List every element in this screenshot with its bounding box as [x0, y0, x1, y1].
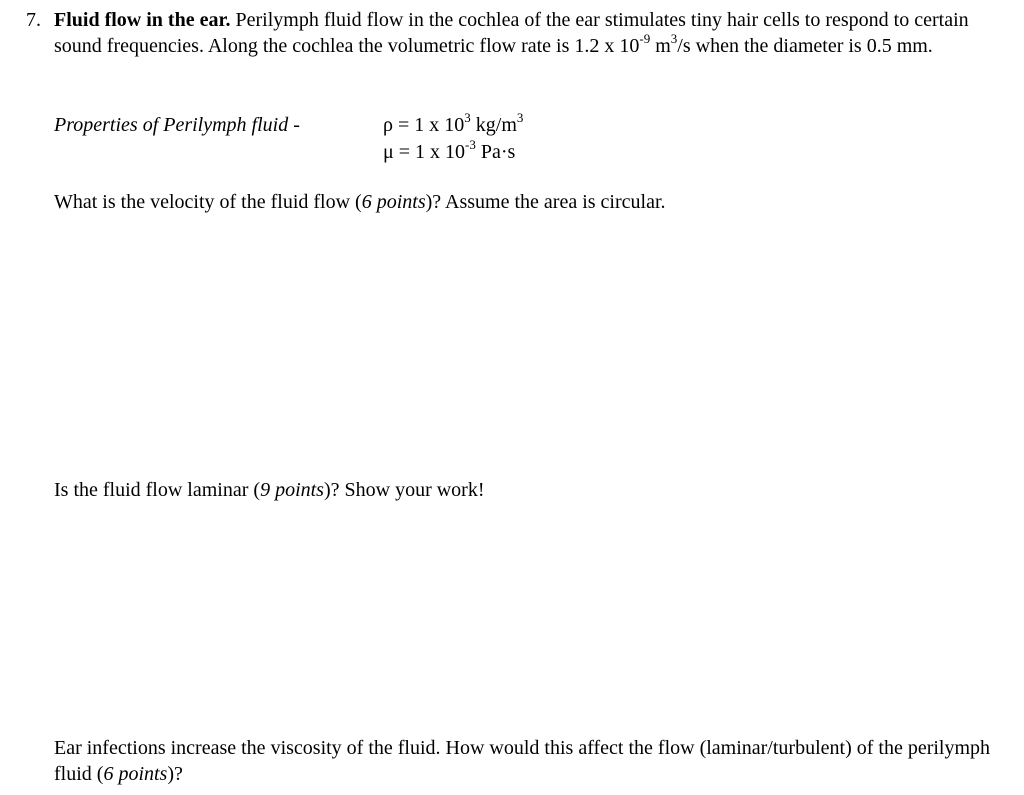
question-velocity-text: What is the velocity of the fluid flow ( [54, 191, 362, 213]
flow-unit-exponent: 3 [670, 31, 678, 47]
density-unit-exponent: 3 [516, 110, 524, 126]
properties-label: Properties of Perilymph fluid - [54, 114, 300, 136]
question-velocity-end: )? Assume the area is circular. [425, 191, 666, 213]
question-velocity-points: 6 points [361, 191, 426, 213]
question-infection-text: Ear infections increase the viscosity of the fluid. How would this affect the flow (laminar/turbulent) of the perilymph fluid ( [54, 737, 991, 785]
question-infection-points: 6 points [103, 763, 168, 785]
question-laminar [54, 477, 485, 503]
problem-title: Fluid flow in the ear. [54, 9, 231, 31]
properties-values [383, 112, 523, 166]
viscosity-line [383, 139, 523, 166]
problem-number: 7. [26, 9, 41, 31]
question-infection [54, 735, 1004, 787]
viscosity-unit: Pa·s [475, 141, 516, 163]
intro-text-1: Perilymph fluid flow in the cochlea of the ear stimulates tiny hair cells to respond to certain sound frequencies. Along the cochlea the volumetric flow rate is 1.2 x 10 [54, 9, 969, 57]
density-unit: kg/m [470, 114, 517, 136]
question-infection-end: )? [167, 763, 183, 785]
intro-text-3: /s when the diameter is 0.5 mm. [677, 35, 933, 57]
density-exponent: 3 [464, 110, 471, 126]
question-laminar-end: )? Show your work! [323, 479, 485, 501]
intro-text-2: m [650, 35, 671, 57]
density-line [383, 112, 523, 139]
question-laminar-text: Is the fluid flow laminar ( [54, 479, 261, 501]
viscosity-exponent: -3 [465, 137, 476, 153]
question-laminar-points: 9 points [260, 479, 324, 501]
problem-intro [54, 7, 1004, 59]
density-prefix: ρ = 1 x 10 [383, 114, 465, 136]
viscosity-prefix: μ = 1 x 10 [383, 141, 466, 163]
question-velocity [54, 189, 666, 215]
flow-exponent: -9 [639, 31, 651, 47]
